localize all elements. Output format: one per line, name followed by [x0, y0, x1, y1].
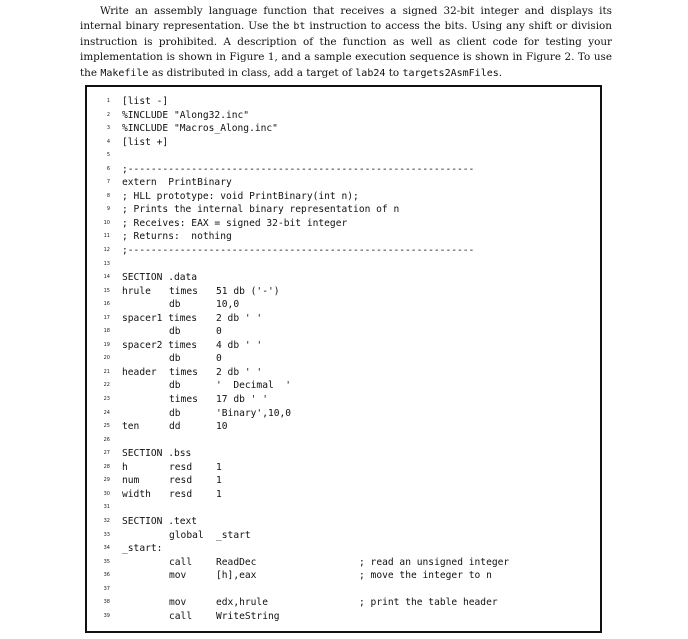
- code-token: resd: [169, 475, 193, 487]
- line-number: 36: [103, 572, 110, 579]
- targets-name: targets2AsmFiles: [402, 67, 499, 79]
- code-token: 4 db ' ': [216, 339, 263, 351]
- line-number: 17: [103, 314, 110, 321]
- line-number: 23: [103, 396, 110, 403]
- code-line: [98, 379, 603, 393]
- code-line: [98, 203, 603, 217]
- line-number: 34: [103, 545, 110, 552]
- code-line: [98, 529, 603, 543]
- line-number: 25: [103, 423, 110, 430]
- line-number: 3: [106, 125, 110, 132]
- code-token: 10: [216, 421, 228, 433]
- desc-text-1: Write an assembly language function that receives a signed 32-bit integer and displays its internal binary representation. Use the: [80, 5, 612, 33]
- code-token: ; Returns: nothing: [122, 231, 232, 243]
- assignment-description: [80, 4, 612, 81]
- code-line: [98, 610, 603, 624]
- code-token: %INCLUDE "Along32.inc": [122, 109, 250, 121]
- code-line: [98, 325, 603, 339]
- line-number: 14: [103, 274, 110, 281]
- separator-comment: ;------------------------------------------------------------: [122, 245, 475, 257]
- code-token: WriteString: [216, 610, 280, 622]
- code-token: 1: [216, 488, 222, 500]
- code-token: 0: [216, 353, 222, 365]
- code-token: 17 db ' ': [216, 394, 268, 406]
- separator-comment: ;------------------------------------------------------------: [122, 163, 475, 175]
- line-number: 18: [103, 328, 110, 335]
- line-number: 30: [103, 490, 110, 497]
- code-token: _start:: [122, 543, 163, 555]
- code-token: [list -]: [122, 96, 169, 107]
- code-token: edx,hrule: [216, 597, 268, 609]
- code-token: dd: [169, 421, 181, 433]
- code-token: extern PrintBinary: [122, 177, 232, 189]
- code-token: db: [169, 353, 181, 365]
- code-line: [98, 474, 603, 488]
- code-line: [98, 556, 603, 570]
- code-token: [h],eax: [216, 570, 257, 582]
- line-number: 27: [103, 450, 110, 457]
- code-token: [list +]: [122, 136, 169, 148]
- code-token: resd: [169, 488, 193, 500]
- code-token: 0: [216, 326, 222, 338]
- line-number: 13: [103, 260, 110, 267]
- code-line: [98, 271, 603, 285]
- line-number: 5: [106, 152, 110, 159]
- line-number: 21: [103, 368, 110, 375]
- code-token: 51 db ('-'): [216, 285, 280, 297]
- line-number: 38: [103, 599, 110, 606]
- line-number: 4: [106, 138, 110, 145]
- code-line: [98, 488, 603, 502]
- code-line: [98, 420, 603, 434]
- line-number: 1: [106, 98, 110, 104]
- code-line: [98, 258, 603, 272]
- code-token: hrule: [122, 285, 151, 297]
- code-token: global: [169, 529, 204, 541]
- line-number: 7: [106, 179, 110, 186]
- code-line: [98, 461, 603, 475]
- code-token: width: [122, 488, 151, 500]
- code-line: [98, 176, 603, 190]
- code-line: [98, 217, 603, 231]
- code-token: call: [169, 556, 193, 568]
- line-number: 33: [103, 531, 110, 538]
- code-token: spacer2 times: [122, 339, 198, 351]
- code-line: [98, 515, 603, 529]
- desc-text-4: to: [385, 66, 403, 79]
- code-listing: [98, 95, 603, 623]
- code-line: [98, 434, 603, 448]
- code-line: [98, 596, 603, 610]
- code-line: [98, 312, 603, 326]
- desc-text-3: as distributed in class, add a target of: [148, 66, 356, 79]
- line-number: 9: [106, 206, 110, 213]
- line-number: 12: [103, 247, 110, 254]
- code-token: ' Decimal ': [216, 380, 292, 392]
- code-token: num: [122, 475, 140, 487]
- code-line: [98, 109, 603, 123]
- code-token: mov: [169, 597, 187, 609]
- code-token: 10,0: [216, 299, 240, 311]
- code-line: [98, 190, 603, 204]
- code-token: call: [169, 610, 193, 622]
- code-line: [98, 149, 603, 163]
- code-line: [98, 339, 603, 353]
- line-number: 2: [106, 111, 110, 118]
- code-token: ; Prints the internal binary representation of n: [122, 204, 400, 216]
- line-number: 24: [103, 409, 110, 416]
- code-token: ten: [122, 421, 140, 433]
- code-line: [98, 501, 603, 515]
- makefile-name: Makefile: [100, 67, 149, 79]
- code-line: [98, 447, 603, 461]
- code-line: [98, 542, 603, 556]
- code-token: times: [169, 285, 198, 297]
- line-number: 20: [103, 355, 110, 362]
- code-token: 1: [216, 475, 222, 487]
- line-number: 16: [103, 301, 110, 308]
- line-number: 31: [103, 504, 110, 511]
- line-number: 8: [106, 192, 110, 199]
- line-number: 6: [106, 165, 110, 172]
- code-token: _start: [216, 529, 251, 541]
- line-number: 28: [103, 463, 110, 470]
- line-number: 37: [103, 585, 110, 592]
- lab-target: lab24: [355, 67, 386, 79]
- code-token: db: [169, 299, 181, 311]
- code-comment: ; print the table header: [359, 597, 498, 609]
- desc-text-5: .: [498, 66, 503, 79]
- code-token: ReadDec: [216, 556, 257, 568]
- line-number: 35: [103, 558, 110, 565]
- code-line: [98, 285, 603, 299]
- code-comment: ; move the integer to n: [359, 570, 492, 582]
- code-line: [98, 393, 603, 407]
- code-token: times: [169, 394, 198, 406]
- code-line: [98, 95, 603, 109]
- code-token: times: [169, 366, 198, 378]
- line-number: 29: [103, 477, 110, 484]
- code-line: [98, 569, 603, 583]
- desc-text-2: instruction to access the bits. Using any shift or division instruction is prohibited. A description of the function as well as client code for testing your implementation is shown in Figure 1, and a sample execution sequence is shown in Figure 2. To use the: [80, 20, 613, 79]
- code-line: [98, 583, 603, 597]
- bt-instruction: bt: [293, 21, 306, 33]
- code-token: db: [169, 326, 181, 338]
- code-token: SECTION .data: [122, 272, 198, 284]
- code-token: ; Receives: EAX = signed 32-bit integer: [122, 217, 348, 229]
- code-line: [98, 122, 603, 136]
- code-token: %INCLUDE "Macros_Along.inc": [122, 123, 278, 135]
- code-token: mov: [169, 570, 187, 582]
- line-number: 22: [103, 382, 110, 389]
- code-token: header: [122, 366, 157, 378]
- code-token: SECTION .bss: [122, 448, 192, 460]
- code-token: h: [122, 461, 128, 473]
- code-line: [98, 136, 603, 150]
- line-number: 39: [103, 612, 110, 619]
- code-token: SECTION .text: [122, 515, 198, 527]
- code-token: 'Binary',10,0: [216, 407, 292, 419]
- code-line: [98, 366, 603, 380]
- code-token: db: [169, 380, 181, 392]
- code-token: 2 db ' ': [216, 312, 263, 324]
- line-number: 26: [103, 436, 110, 443]
- code-line: [98, 352, 603, 366]
- line-number: 32: [103, 517, 110, 524]
- line-number: 19: [103, 341, 110, 348]
- code-comment: ; read an unsigned integer: [359, 556, 510, 568]
- line-number: 15: [103, 287, 110, 294]
- code-token: db: [169, 407, 181, 419]
- code-line: [98, 298, 603, 312]
- line-number: 11: [103, 233, 110, 240]
- line-number: 10: [103, 219, 110, 226]
- code-token: resd: [169, 461, 193, 473]
- code-token: 1: [216, 461, 222, 473]
- code-line: [98, 163, 603, 177]
- code-line: [98, 230, 603, 244]
- code-line: [98, 244, 603, 258]
- code-token: spacer1 times: [122, 312, 198, 324]
- code-token: 2 db ' ': [216, 366, 263, 378]
- code-line: [98, 407, 603, 421]
- code-token: ; HLL prototype: void PrintBinary(int n);: [122, 190, 359, 202]
